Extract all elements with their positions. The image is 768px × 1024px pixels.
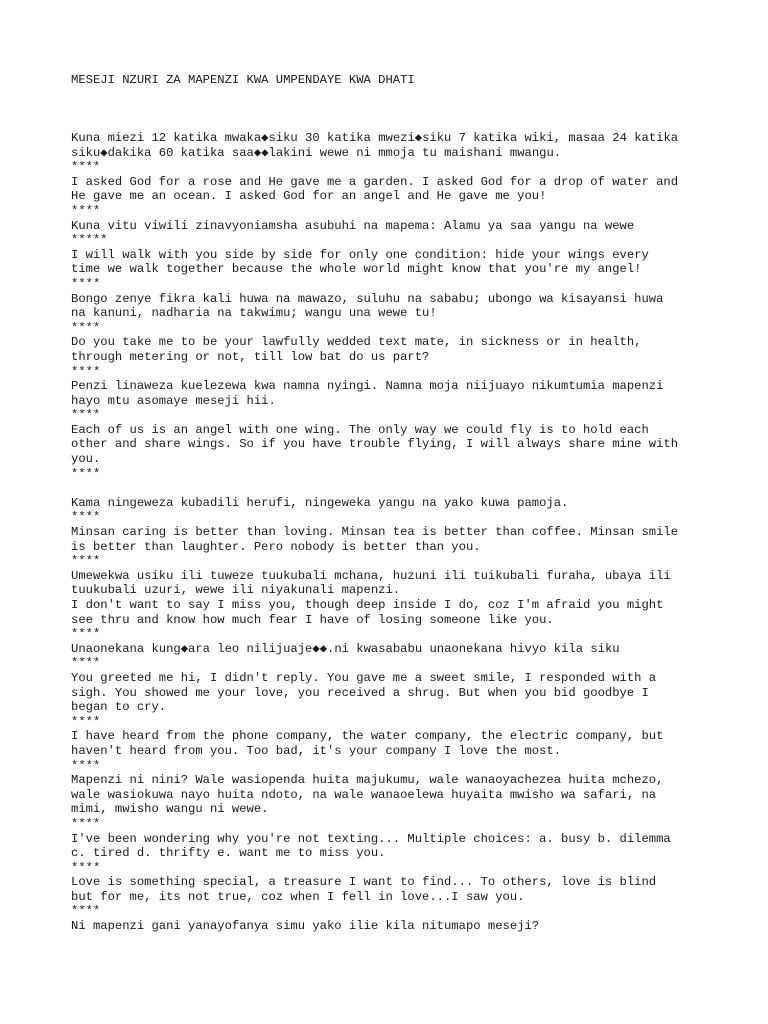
- document-title: MESEJI NZURI ZA MAPENZI KWA UMPENDAYE KWA DHATI: [71, 73, 415, 87]
- document-body: Kuna miezi 12 katika mwaka◆siku 30 katika mwezi◆siku 7 katika wiki, masaa 24 katika siku◆dakika 60 katika saa◆◆lakini wewe ni mmoja tu maishani mwangu. **** I asked God for a rose and He gave me a garden. I asked God for a drop of water and He gave me an ocean. I asked God for an angel and He gave me you! **** Kuna vitu viwili zinavyoniamsha asubuhi na mapema: Alamu ya saa yangu na wewe ***** I will walk with you side by side for only one condition: hide your wings every time we walk together because the whole world might know that you're my angel! **** Bongo zenye fikra kali huwa na mawazo, suluhu na sababu; ubongo wa kisayansi huwa na kanuni, nadharia na takwimu; wangu una wewe tu! **** Do you take me to be your lawfully wedded text mate, in sickness or in health, through metering or not, till low bat do us part? **** Penzi linaweza kuelezewa kwa namna nyingi. Namna moja niijuayo nikumtumia mapenzi hayo mtu asomaye meseji hii. **** Each of us is an angel with one wing. The only way we could fly is to hold each other and share wings. So if you have trouble flying, I will always share mine with you. **** Kama ningeweza kubadili herufi, ningeweka yangu na yako kuwa pamoja. **** Minsan caring is better than loving. Minsan tea is better than coffee. Minsan smile is better than laughter. Pero nobody is better than you. **** Umewekwa usiku ili tuweze tuukubali mchana, huzuni ili tuikubali furaha, ubaya ili tuukubali uzuri, wewe ili niyakunali mapenzi. I don't want to say I miss you, though deep inside I do, coz I'm afraid you might see thru and know how much fear I have of losing someone like you. **** Unaonekana kung◆ara leo nilijuaje◆◆.ni kwasababu unaonekana hivyo kila siku **** You greeted me hi, I didn't reply. You gave me a sweet smile, I responded with a sigh. You showed me your love, you received a shrug. But when you bid goodbye I began to cry. **** I have heard from the phone company, the water company, the electric company, but haven't heard from you. Too bad, it's your company I love the most. **** Mapenzi ni nini? Wale wasiopenda huita majukumu, wale wanaoyachezea huita mchezo, wale wasiokuwa nayo huita ndoto, na wale wanaoelewa huyaita mwisho wa safari, na mimi, mwisho wangu ni wewe. **** I've been wondering why you're not texting... Multiple choices: a. busy b. dilemma c. tired d. thrifty e. want me to miss you. **** Love is something special, a treasure I want to find... To others, love is blind but for me, its not true, coz when I fell in love...I saw you. **** Ni mapenzi gani yanayofanya simu yako ilie kila nitumapo meseji?: [71, 131, 679, 934]
